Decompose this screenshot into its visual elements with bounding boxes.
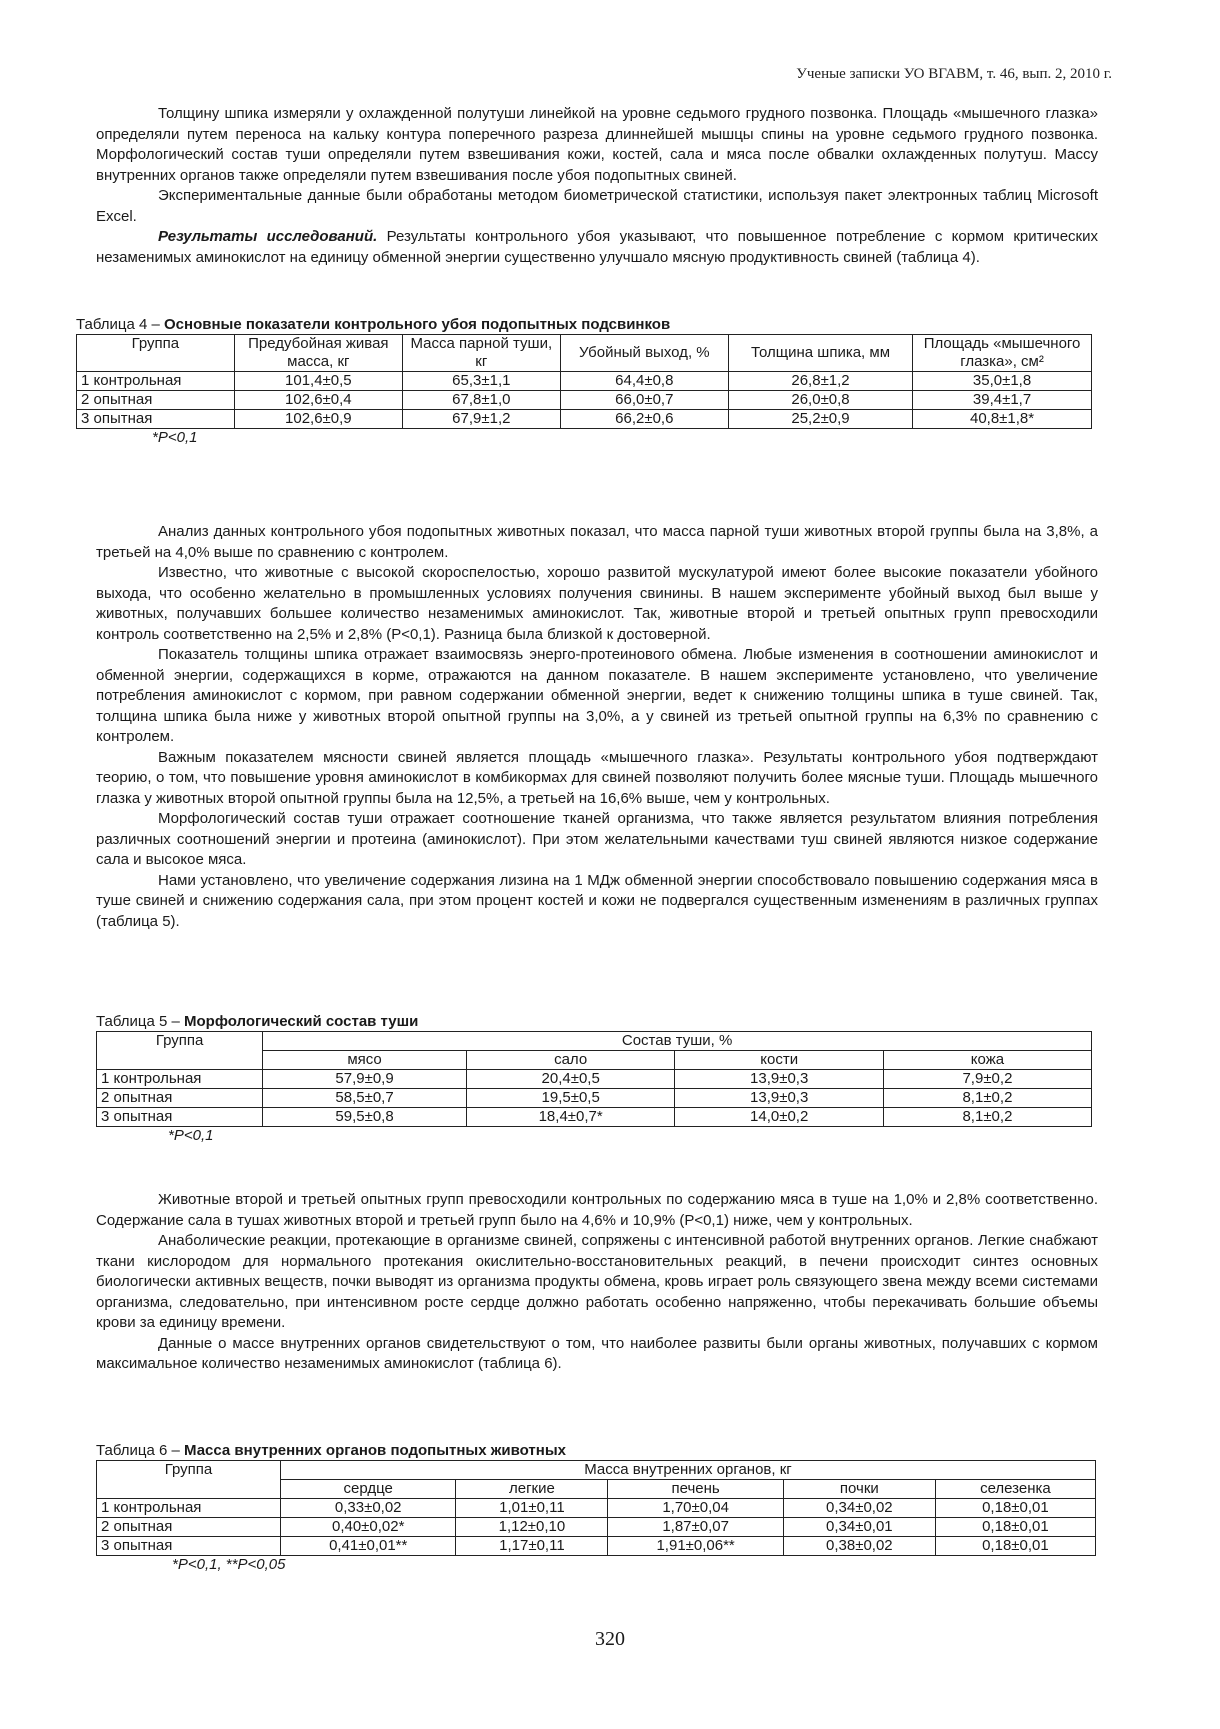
table6-title: Масса внутренних органов подопытных животных: [184, 1442, 566, 1459]
table5: [96, 1031, 1092, 1127]
table4: [76, 334, 1092, 429]
table-cell: 14,0±0,2: [675, 1108, 883, 1127]
paragraph: Нами установлено, что увеличение содержания лизина на 1 МДж обменной энергии способствовало повышению содержания мяса в туше свиней и снижению содержания сала, при этом процент костей и кожи не подвергался существенным изменениям в различных группах (таблица 5).: [96, 871, 1098, 930]
table4-block: [76, 316, 1096, 447]
table-cell: 0,41±0,01**: [281, 1537, 456, 1556]
table-cell: 0,18±0,01: [935, 1499, 1095, 1518]
table-cell: 7,9±0,2: [883, 1070, 1091, 1089]
table-cell: 39,4±1,7: [913, 391, 1092, 410]
table-cell: 1 контрольная: [97, 1499, 281, 1518]
table5-header-cell: Группа: [97, 1032, 263, 1070]
table5-subheader-cell: сало: [466, 1051, 675, 1070]
table-cell: 40,8±1,8*: [913, 410, 1092, 429]
table5-block: [96, 1013, 1096, 1145]
table-row: [77, 410, 1092, 429]
paragraph: Показатель толщины шпика отражает взаимосвязь энерго-протеинового обмена. Любые изменения в соотношении аминокислот и обменной энергии, содержащихся в корме, отражаются на данном показателе. В нашем эксперименте установлено, что увеличение потребления аминокислот с кормом, при равном содержании обменной энергии, ведет к снижению толщины шпика в туше свиней. Так, толщина шпика была ниже у животных второй опытной группы на 3,0%, а у свиней из третьей опытной группы на 6,3% по сравнению с контролем.: [96, 646, 1098, 745]
paragraph: Известно, что животные с высокой скороспелостью, хорошо развитой мускулатурой имеют более высокие показатели убойного выхода, что особенно желательно в промышленных условиях получения свинины. В нашем эксперименте убойный выход был выше у животных, получавших большее количество незаменимых аминокислот. Так, животные второй и третьей опытных групп превосходили контроль соответственно на 2,5% и 2,8% (P<0,1). Разница была близкой к достоверной.: [96, 564, 1098, 643]
table4-header-cell: Масса парной туши, кг: [402, 335, 560, 372]
organs-section: [96, 1190, 1098, 1375]
paragraph: Анализ данных контрольного убоя подопытных животных показал, что масса парной туши животных второй группы была на 3,8%, а третьей на 4,0% выше по сравнению с контролем.: [96, 523, 1098, 561]
paragraph: Данные о массе внутренних органов свидетельствуют о том, что наиболее развиты были органы животных, получавших с кормом максимальное количество незаменимых аминокислот (таблица 6).: [96, 1334, 1098, 1372]
table4-title: Основные показатели контрольного убоя подопытных подсвинков: [164, 316, 671, 333]
table-row: [97, 1089, 1092, 1108]
paragraph: Животные второй и третьей опытных групп превосходили контрольных по содержанию мяса в туше на 1,0% и 2,8% соответственно. Содержание сала в тушах животных второй и третьей групп было на 4,6% и 10,9% (P<0,1) ниже, чем у контрольных.: [96, 1191, 1098, 1229]
table4-footnote: *P<0,1: [152, 429, 198, 446]
table4-header-cell: Группа: [77, 335, 235, 372]
table-cell: 26,0±0,8: [728, 391, 912, 410]
table-cell: 3 опытная: [97, 1537, 281, 1556]
table-cell: 0,40±0,02*: [281, 1518, 456, 1537]
table4-header-cell: Предубойная живая масса, кг: [234, 335, 402, 372]
table5-header-row: [97, 1032, 1092, 1051]
table-cell: 66,0±0,7: [560, 391, 728, 410]
table4-header-cell: Убойный выход, %: [560, 335, 728, 372]
table6-subheader-cell: легкие: [456, 1480, 608, 1499]
intro-section: [96, 104, 1098, 268]
table-cell: 0,34±0,01: [783, 1518, 935, 1537]
table-cell: 67,8±1,0: [402, 391, 560, 410]
table-cell: 64,4±0,8: [560, 372, 728, 391]
paragraph: Важным показателем мясности свиней является площадь «мышечного глазка». Результаты контрольного убоя подтверждают теорию, о том, что повышение уровня аминокислот в комбикормах для свиней позволяют получить более мясные туши. Площадь мышечного глазка у животных второй опытной группы была на 12,5%, а третьей на 16,6% выше, чем у контрольных.: [96, 748, 1098, 807]
table-cell: 2 опытная: [97, 1089, 263, 1108]
discussion-section: [96, 522, 1098, 932]
table-cell: 13,9±0,3: [675, 1089, 883, 1108]
paragraph-statistics: Экспериментальные данные были обработаны методом биометрической статистики, используя пакет электронных таблиц Microsoft Excel.: [96, 187, 1098, 225]
table-cell: 66,2±0,6: [560, 410, 728, 429]
table-cell: 59,5±0,8: [263, 1108, 467, 1127]
table-cell: 1 контрольная: [77, 372, 235, 391]
table-cell: 19,5±0,5: [466, 1089, 675, 1108]
table-cell: 20,4±0,5: [466, 1070, 675, 1089]
table-row: [97, 1108, 1092, 1127]
table6-subheader-cell: сердце: [281, 1480, 456, 1499]
table-cell: 8,1±0,2: [883, 1089, 1091, 1108]
table5-title: Морфологический состав туши: [184, 1013, 419, 1030]
table-cell: 0,18±0,01: [935, 1537, 1095, 1556]
paragraph-methods: Толщину шпика измеряли у охлажденной полутуши линейкой на уровне седьмого грудного позвонка. Площадь «мышечного глазка» определяли путем переноса на кальку контура поперечного разреза длиннейшей мышцы спины на уровне седьмого грудного позвонка. Морфологический состав туши определяли путем взвешивания кожи, костей, сала и мяса после обвалки охлажденных полутуш. Массу внутренних органов также определяли путем взвешивания после убоя подопытных свиней.: [96, 105, 1098, 184]
table-row: [97, 1499, 1096, 1518]
table5-subheader-cell: мясо: [263, 1051, 467, 1070]
table5-subheader-cell: кости: [675, 1051, 883, 1070]
table-cell: 102,6±0,4: [234, 391, 402, 410]
table6-block: [96, 1442, 1100, 1574]
table6-footnote: *P<0,1, **P<0,05: [172, 1556, 286, 1573]
table-cell: 1,12±0,10: [456, 1518, 608, 1537]
table-cell: 1 контрольная: [97, 1070, 263, 1089]
paragraph: Морфологический состав туши отражает соотношение тканей организма, что также является результатом влияния потребления различных соотношений энергии и протеина (аминокислот). При этом желательными качествами туш свиней являются низкое содержание сала и высокое мяса.: [96, 810, 1098, 868]
table5-header-cell: Состав туши, %: [263, 1032, 1092, 1051]
table-cell: 0,38±0,02: [783, 1537, 935, 1556]
table-cell: 2 опытная: [77, 391, 235, 410]
table-cell: 8,1±0,2: [883, 1108, 1091, 1127]
table6-subheader-cell: печень: [608, 1480, 783, 1499]
table5-footnote: *P<0,1: [168, 1127, 214, 1144]
table-cell: 1,87±0,07: [608, 1518, 783, 1537]
table-cell: 57,9±0,9: [263, 1070, 467, 1089]
table-cell: 102,6±0,9: [234, 410, 402, 429]
table6-subheader-cell: почки: [783, 1480, 935, 1499]
table-row: [77, 391, 1092, 410]
table-row: [77, 372, 1092, 391]
table6-subheader-cell: селезенка: [935, 1480, 1095, 1499]
table6-header-row: [97, 1461, 1096, 1480]
paragraph-results: [96, 227, 1098, 268]
table4-header-cell: Площадь «мышечного глазка», см²: [913, 335, 1092, 372]
table-cell: 18,4±0,7*: [466, 1108, 675, 1127]
results-text: Результаты контрольного убоя указывают, что повышенное потребление с кормом критических незаменимых аминокислот на единицу обменной энергии существенно улучшало мясную продуктивность свиней (таблица 4).: [96, 228, 1098, 266]
table-cell: 3 опытная: [97, 1108, 263, 1127]
table-cell: 65,3±1,1: [402, 372, 560, 391]
table-cell: 26,8±1,2: [728, 372, 912, 391]
table-cell: 3 опытная: [77, 410, 235, 429]
table-row: [97, 1070, 1092, 1089]
table4-caption: Таблица 4 – Основные показатели контрольного убоя подопытных подсвинков: [76, 316, 671, 333]
table-cell: 1,01±0,11: [456, 1499, 608, 1518]
table-cell: 1,70±0,04: [608, 1499, 783, 1518]
page-number: 320: [595, 1628, 625, 1650]
table4-header-row: [77, 335, 1092, 372]
table-cell: 1,91±0,06**: [608, 1537, 783, 1556]
table-cell: 2 опытная: [97, 1518, 281, 1537]
results-heading: Результаты исследований.: [158, 228, 378, 245]
table-cell: 0,33±0,02: [281, 1499, 456, 1518]
table-cell: 25,2±0,9: [728, 410, 912, 429]
table6-header-cell: Группа: [97, 1461, 281, 1499]
table-cell: 101,4±0,5: [234, 372, 402, 391]
table-row: [97, 1518, 1096, 1537]
table-cell: 58,5±0,7: [263, 1089, 467, 1108]
table-cell: 0,18±0,01: [935, 1518, 1095, 1537]
table-cell: 1,17±0,11: [456, 1537, 608, 1556]
table-cell: 67,9±1,2: [402, 410, 560, 429]
table6-caption: Таблица 6 – Масса внутренних органов подопытных животных: [96, 1442, 566, 1459]
table-cell: 13,9±0,3: [675, 1070, 883, 1089]
table4-header-cell: Толщина шпика, мм: [728, 335, 912, 372]
table-row: [97, 1537, 1096, 1556]
table-cell: 0,34±0,02: [783, 1499, 935, 1518]
table6-header-cell: Масса внутренних органов, кг: [281, 1461, 1096, 1480]
table6: [96, 1460, 1096, 1556]
table5-subheader-cell: кожа: [883, 1051, 1091, 1070]
running-header: Ученые записки УО ВГАВМ, т. 46, вып. 2, 2010 г.: [796, 66, 1112, 82]
paragraph: Анаболические реакции, протекающие в организме свиней, сопряжены с интенсивной работой внутренних органов. Легкие снабжают ткани кислородом для нормального протекания окислительно-восстановительных реакций, в печени происходит синтез основных биологически активных веществ, почки выводят из организма продукты обмена, кровь играет роль связующего звена между всеми системами организма, следовательно, при интенсивном росте сердце должно работать особенно напряженно, чтобы перекачивать большие объемы крови за единицу времени.: [96, 1232, 1098, 1331]
table-cell: 35,0±1,8: [913, 372, 1092, 391]
table5-caption: Таблица 5 – Морфологический состав туши: [96, 1013, 419, 1030]
